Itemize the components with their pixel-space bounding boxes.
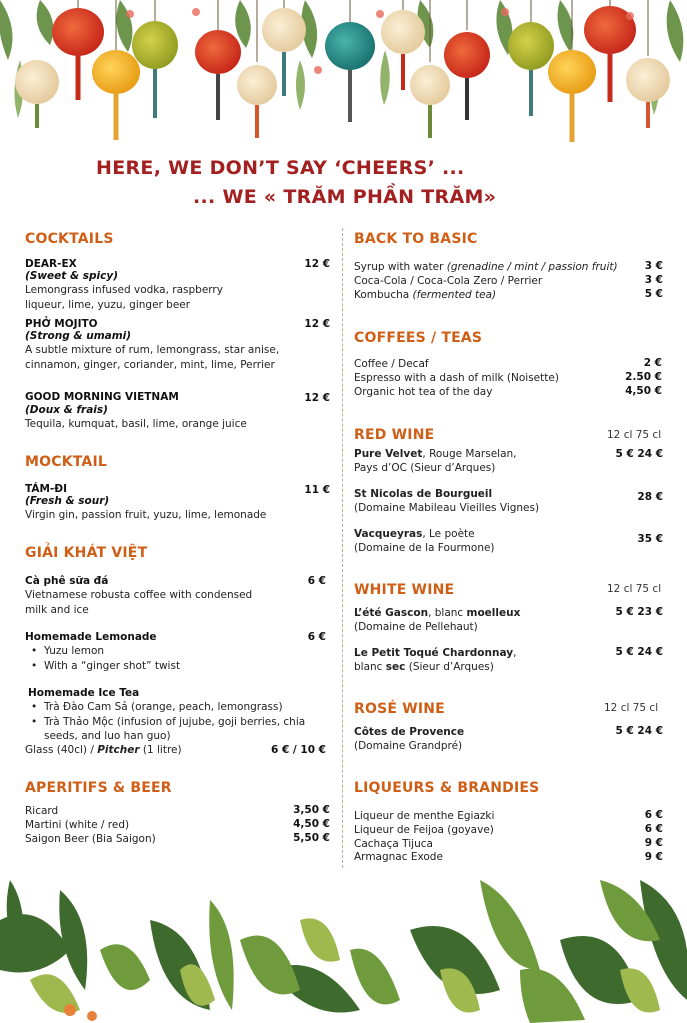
item-price: 2 € (643, 357, 662, 369)
glass-sizes-header: 12 cl 75 cl (607, 429, 662, 441)
section-title-liqueurs-brandies: LIQUEURS & BRANDIES (354, 780, 540, 796)
list-item (354, 288, 496, 302)
section-title-giai-khat-viet: GIẢI KHÁT VIỆT (25, 545, 148, 561)
list-item: Armagnac Exode (354, 851, 443, 863)
item-note: (grenadine / mint / passion fruit) (446, 261, 618, 273)
item-price: 5 € 24 € (615, 725, 663, 737)
wine-name: Pure Velvet, Rouge Marselan, (354, 448, 517, 460)
wine-name: L’été Gascon, blanc moelleux (354, 607, 521, 619)
list-item: Espresso with a dash of milk (Noisette) (354, 372, 559, 384)
section-title-coffees-teas: COFFEES / TEAS (354, 330, 483, 346)
wine-name: St Nicolas de Bourgueil (354, 488, 493, 500)
section-title-mocktail: MOCKTAIL (25, 454, 107, 470)
list-item: Saigon Beer (Bia Saigon) (25, 833, 156, 845)
ice-tea-options (25, 700, 315, 744)
lanterns-decoration (0, 0, 687, 150)
list-item: Liqueur de menthe Egiazki (354, 810, 495, 822)
section-title-white-wine: WHITE WINE (354, 582, 455, 598)
section-title-aperitifs-beer: APERITIFS & BEER (25, 780, 172, 796)
item-price: 5 € 24 € (615, 646, 663, 658)
item-subtitle: (Strong & umami) (25, 330, 132, 342)
item-price: 4,50 € (293, 818, 330, 830)
wine-origin: (Domaine Mabileau Vieilles Vignes) (354, 502, 540, 514)
item-price: 12 € (304, 392, 330, 404)
glass-sizes-header: 12 cl 75 cl (604, 702, 659, 714)
item-price: 5 € 24 € (615, 448, 663, 460)
item-price: 3,50 € (293, 804, 330, 816)
section-title-red-wine: RED WINE (354, 427, 435, 443)
list-item (354, 274, 542, 288)
pitcher-size: (1 litre) (139, 744, 182, 756)
item-name: DEAR-EX (25, 258, 77, 270)
wine-origin: (Domaine de Pellehaut) (354, 621, 478, 633)
wine-name: Le Petit Toqué Chardonnay, (354, 647, 517, 659)
item-name: Homemade Ice Tea (28, 687, 140, 699)
item-description: Vietnamese robusta coffee with condensed milk and ice (25, 589, 253, 616)
list-item: Organic hot tea of the day (354, 386, 493, 398)
headline-line-2: ... WE « TRĂM PHẦN TRĂM» (193, 186, 497, 208)
ice-tea-size-line (25, 743, 182, 757)
section-title-cocktails: COCKTAILS (25, 231, 114, 247)
list-item: Coffee / Decaf (354, 358, 429, 370)
item-description: Lemongrass infused vodka, raspberry liqueur, lime, yuzu, ginger beer (25, 284, 223, 311)
item-price: 12 € (304, 318, 330, 330)
item-name: Kombucha (354, 289, 413, 301)
item-name: PHỞ MOJITO (25, 318, 98, 330)
item-price: 6 € (307, 575, 326, 587)
list-item: • Yuzu lemon (25, 644, 315, 659)
wine-name: Côtes de Provence (354, 726, 465, 738)
wine-origin: (Domaine Grandpré) (354, 740, 463, 752)
item-note: (fermented tea) (412, 289, 497, 301)
item-price: 3 € (644, 274, 663, 286)
list-item: • Trà Thảo Mộc (infusion of jujube, goji berries, chia seeds, and luo han guo) (25, 715, 315, 744)
item-price: 5 € 23 € (615, 606, 663, 618)
column-divider (342, 228, 343, 868)
item-description: Virgin gin, passion fruit, yuzu, lime, lemonade (25, 509, 267, 521)
item-price: 3 € (644, 260, 663, 272)
item-price: 6 € / 10 € (271, 744, 326, 756)
item-price: 6 € (307, 631, 326, 643)
item-price: 6 € (644, 823, 663, 835)
section-title-back-to-basic: BACK TO BASIC (354, 231, 478, 247)
item-price: 5 € (644, 288, 663, 300)
item-price: 12 € (304, 258, 330, 270)
item-name: Coca-Cola / Coca-Cola Zero / Perrier (354, 275, 543, 287)
item-name: Cà phê sữa đá (25, 575, 109, 587)
item-price: 5,50 € (293, 832, 330, 844)
list-item: Ricard (25, 805, 59, 817)
foliage-decoration (0, 860, 687, 1023)
pitcher-label: Pitcher (97, 744, 140, 756)
item-subtitle: (Fresh & sour) (25, 495, 110, 507)
list-item: Cachaça Tijuca (354, 838, 433, 850)
item-price: 28 € (637, 491, 663, 503)
glass-label: Glass (40cl) / (25, 744, 98, 756)
wine-origin: blanc sec (Sieur d’Arques) (354, 661, 494, 673)
item-price: 35 € (637, 533, 663, 545)
item-price: 2.50 € (625, 371, 662, 383)
item-subtitle: (Sweet & spicy) (25, 270, 119, 282)
item-description: A subtle mixture of rum, lemongrass, star anise, cinnamon, ginger, coriander, mint, lime, Perrier (25, 344, 280, 371)
section-title-rose-wine: ROSÉ WINE (354, 701, 445, 717)
headline-line-1: HERE, WE DON’T SAY ‘CHEERS’ ... (96, 157, 465, 179)
item-name: Syrup with water (354, 261, 447, 273)
item-price: 9 € (644, 837, 663, 849)
list-item: Liqueur de Feijoa (goyave) (354, 824, 494, 836)
wine-name: Vacqueyras, Le poète (354, 528, 475, 540)
list-item: • With a “ginger shot” twist (25, 659, 315, 674)
item-name: Homemade Lemonade (25, 631, 157, 643)
item-price: 4,50 € (625, 385, 662, 397)
list-item (354, 260, 618, 274)
item-description: Tequila, kumquat, basil, lime, orange juice (25, 418, 247, 430)
wine-origin: (Domaine de la Fourmone) (354, 542, 495, 554)
item-price: 11 € (304, 484, 330, 496)
item-price: 6 € (644, 809, 663, 821)
item-name: TÁM-ĐI (25, 483, 67, 495)
lemonade-options (25, 644, 315, 673)
item-price: 9 € (644, 851, 663, 863)
item-name: GOOD MORNING VIETNAM (25, 391, 179, 403)
wine-origin: Pays d’OC (Sieur d’Arques) (354, 462, 496, 474)
item-subtitle: (Doux & frais) (25, 404, 108, 416)
glass-sizes-header: 12 cl 75 cl (607, 583, 662, 595)
list-item: Martini (white / red) (25, 819, 130, 831)
list-item: • Trà Đào Cam Sả (orange, peach, lemongrass) (25, 700, 315, 715)
